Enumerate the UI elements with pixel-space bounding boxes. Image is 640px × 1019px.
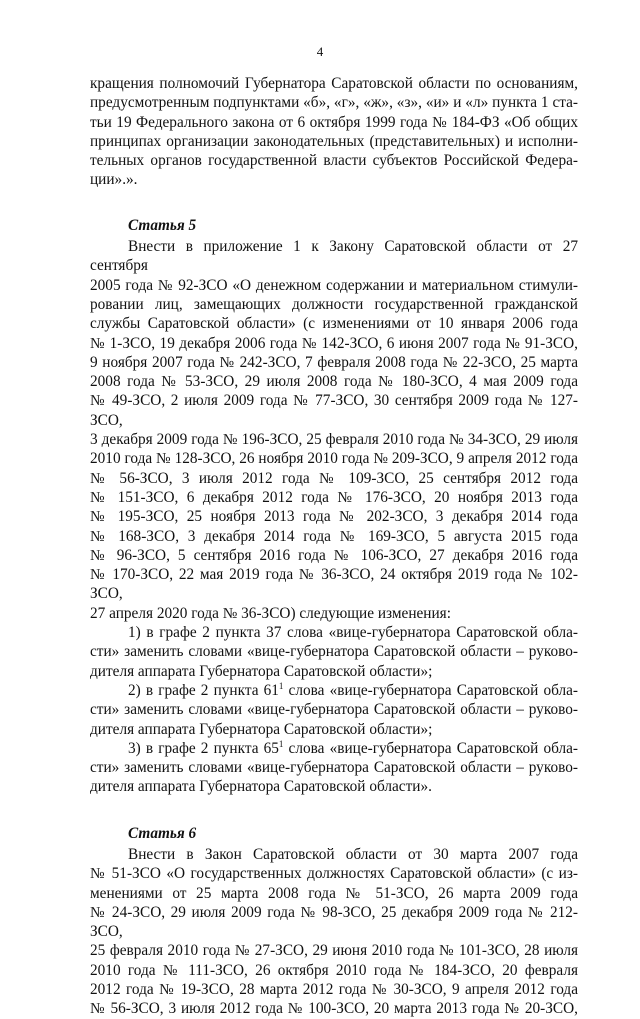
article-5-line: № 49-ЗСО, 2 июля 2009 года № 77-ЗСО, 30 сентября 2009 года № 127-ЗСО, [90,392,578,429]
article-6-line: № 51-ЗСО «О государственных должностях Саратовской области» (с из- [90,865,578,883]
item-3-superscript: 1 [278,738,284,749]
article-5-line: 2005 года № 92-ЗСО «О денежном содержании и материальном стимули- [90,276,578,294]
article-6-line: Внести в Закон Саратовской области от 30 марта 2007 года [128,845,578,863]
intro-line: предусмотренным подпунктами «б», «г», «ж», «з», «и» и «л» пункта 1 ста- [90,94,578,112]
article-5-item-1 [90,623,578,681]
article-5-line: 9 ноября 2007 года № 242-ЗСО, 7 февраля 2008 года № 22-ЗСО, 25 марта [90,353,578,371]
article-5-line: № 168-ЗСО, 3 декабря 2014 года № 169-ЗСО, 5 августа 2015 года [90,527,578,545]
article-5-line: № 170-ЗСО, 22 мая 2019 года № 36-ЗСО, 24 октября 2019 года № 102-ЗСО, [90,566,578,603]
intro-line: тьи 19 Федерального закона от 6 октября 1999 года № 184-ФЗ «Об общих [90,113,578,131]
article-5-body [90,237,578,623]
article-5-item-3 [90,739,578,797]
item-2-text-before: 2) в графе 2 пункта 61 [128,681,279,699]
item-3-line: дителя аппарата Губернатора Саратовской области». [90,778,432,796]
article-5-line: службы Саратовской области» (с изменениями от 10 января 2006 года [90,315,578,333]
article-6-body [90,845,578,1019]
item-1-line: дителя аппарата Губернатора Саратовской области»; [90,662,433,680]
page-number: 4 [316,44,324,59]
article-6-line: № 24-ЗСО, 29 июля 2009 года № 98-ЗСО, 25 декабря 2009 года № 212-ЗСО, [90,903,578,941]
item-2-text-after: слова «вице-губернатора Саратовской обла- [283,681,579,699]
article-6-line: менениями от 25 марта 2008 года № 51-ЗСО, 26 марта 2009 года [90,884,578,902]
item-2-line: дителя аппарата Губернатора Саратовской области»; [90,720,433,738]
item-1-line: 1) в графе 2 пункта 37 слова «вице-губернатора Саратовской обла- [128,624,578,642]
item-2-superscript: 1 [278,680,284,691]
item-2-line [90,681,578,700]
item-3-text-after: слова «вице-губернатора Саратовской обла- [283,739,579,757]
item-1-line: сти» заменить словами «вице-губернатора Саратовской области – руково- [90,643,578,661]
item-2-line: сти» заменить словами «вице-губернатора Саратовской области – руково- [90,701,578,719]
intro-paragraph [90,74,578,190]
article-5-line: № 195-ЗСО, 25 ноября 2013 года № 202-ЗСО, 3 декабря 2014 года [90,508,578,526]
article-5-heading: Статья 5 [128,216,197,234]
article-6-heading: Статья 6 [128,824,197,842]
article-5-line: 3 декабря 2009 года № 196-ЗСО, 25 февраля 2010 года № 34-ЗСО, 29 июля [90,431,578,449]
article-5-line: № 96-ЗСО, 5 сентября 2016 года № 106-ЗСО, 27 декабря 2016 года [90,546,578,564]
article-5-line: 27 апреля 2020 года № 36-ЗСО) следующие изменения: [90,604,451,622]
article-5-line: Внести в приложение 1 к Закону Саратовской области от 27 сентября [90,238,578,275]
intro-line: тельных органов государственной власти субъектов Российской Федера- [90,152,578,170]
intro-line: кращения полномочий Губернатора Саратовской области по основаниям, [90,75,578,92]
item-3-line: сти» заменить словами «вице-губернатора Саратовской области – руково- [90,759,578,777]
item-3-line [90,739,578,758]
article-5-item-2 [90,681,578,739]
article-5-line: 2008 года № 53-ЗСО, 29 июля 2008 года № 180-ЗСО, 4 мая 2009 года [90,373,578,391]
article-5-line: № 56-ЗСО, 3 июля 2012 года № 109-ЗСО, 25 сентября 2012 года [90,469,578,487]
article-5-line: № 151-ЗСО, 6 декабря 2012 года № 176-ЗСО, 20 ноября 2013 года [90,488,578,506]
article-5-line: ровании лиц, замещающих должности государственной гражданской [90,295,578,313]
article-6-line: № 56-ЗСО, 3 июля 2012 года № 100-ЗСО, 20 марта 2013 года № 20-ЗСО, [90,1000,578,1018]
article-6-line: 2010 года № 111-ЗСО, 26 октября 2010 года № 184-ЗСО, 20 февраля [90,961,578,979]
document-body [90,74,578,1019]
article-6-line: 25 февраля 2010 года № 27-ЗСО, 29 июня 2010 года № 101-ЗСО, 28 июля [90,942,578,960]
article-5-line: № 1-ЗСО, 19 декабря 2006 года № 142-ЗСО, 6 июня 2007 года № 91-ЗСО, [90,334,578,352]
article-5-line: 2010 года № 128-ЗСО, 26 ноября 2010 года № 209-ЗСО, 9 апреля 2012 года [90,450,578,468]
intro-line: ции».». [90,171,138,189]
intro-line: принципах организации законодательных (представительных) и исполни- [90,132,578,150]
article-6-line: 2012 года № 19-ЗСО, 28 марта 2012 года № 30-ЗСО, 9 апреля 2012 года [90,981,578,999]
item-3-text-before: 3) в графе 2 пункта 65 [128,739,279,757]
